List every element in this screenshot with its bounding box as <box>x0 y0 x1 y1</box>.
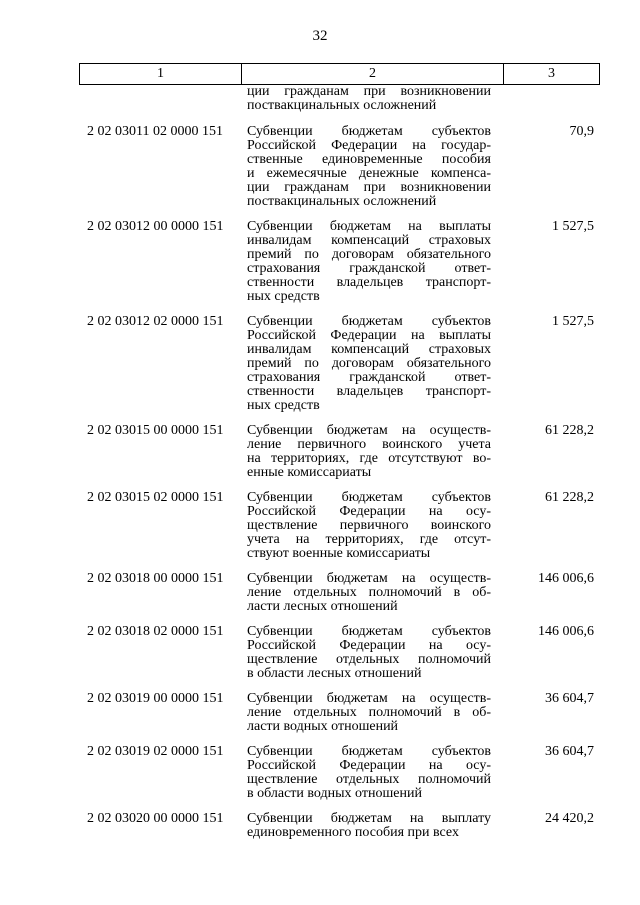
description-line: ществление первичного воинского <box>247 518 491 533</box>
description-line: Субвенции бюджетам субъектов <box>247 314 491 329</box>
budget-code <box>79 85 247 113</box>
page-number: 32 <box>312 28 328 44</box>
description-line: страхования гражданской ответ- <box>247 261 491 276</box>
description-line: ласти водных отношений <box>247 719 399 734</box>
description-line: инвалидам компенсаций страховых <box>247 342 491 357</box>
column-header-1: 1 <box>80 64 242 84</box>
amount: 146 006,6 <box>538 624 594 639</box>
table-body <box>79 85 600 851</box>
table-row <box>79 491 600 561</box>
amount: 146 006,6 <box>538 571 594 586</box>
amount: 1 527,5 <box>552 314 594 329</box>
table-row <box>79 424 600 480</box>
budget-code: 2 02 03018 02 0000 151 <box>87 624 224 639</box>
table-row <box>79 745 600 801</box>
amount: 61 228,2 <box>545 490 594 505</box>
table-row <box>79 125 600 209</box>
description-line: единовременного пособия при всех <box>247 825 459 840</box>
description-line: и ежемесячные денежные компенса- <box>247 166 491 181</box>
description-line: Российской Федерации на государ- <box>247 138 491 153</box>
amount: 24 420,2 <box>545 811 594 826</box>
description-line: Субвенции бюджетам на осуществ- <box>247 571 491 586</box>
description-line: ных средств <box>247 289 320 304</box>
description-line: поствакцинальных осложнений <box>247 194 437 209</box>
amount: 1 527,5 <box>552 219 594 234</box>
description-line: Субвенции бюджетам субъектов <box>247 490 491 505</box>
description <box>247 572 491 614</box>
description-line: в области водных отношений <box>247 786 422 801</box>
description-line: Субвенции бюджетам субъектов <box>247 124 491 139</box>
description-line: ление отдельных полномочий в об- <box>247 585 491 600</box>
description-line: ных средств <box>247 398 320 413</box>
description <box>247 491 491 561</box>
description-line: Российской Федерации на выплаты <box>247 328 491 343</box>
description-line: Субвенции бюджетам на выплату <box>247 811 491 826</box>
description-line: ление первичного воинского учета <box>247 437 491 452</box>
amount: 36 604,7 <box>545 744 594 759</box>
amount: 61 228,2 <box>545 423 594 438</box>
description-line: Российской Федерации на осу- <box>247 638 491 653</box>
budget-code: 2 02 03015 02 0000 151 <box>87 490 224 505</box>
description-line: страхования гражданской ответ- <box>247 370 491 385</box>
table-row <box>79 85 600 113</box>
description-line: Субвенции бюджетам на выплаты <box>247 219 491 234</box>
budget-code: 2 02 03015 00 0000 151 <box>87 423 224 438</box>
table-row <box>79 625 600 681</box>
description-line: премий по договорам обязательного <box>247 356 491 371</box>
description-line: в области лесных отношений <box>247 666 422 681</box>
description-line: енные комиссариаты <box>247 465 372 480</box>
table-row <box>79 315 600 413</box>
description-line: Субвенции бюджетам на осуществ- <box>247 423 491 438</box>
description-line: Субвенции бюджетам на осуществ- <box>247 691 491 706</box>
budget-code: 2 02 03020 00 0000 151 <box>87 811 224 826</box>
description-line: ствуют военные комиссариаты <box>247 546 431 561</box>
budget-code: 2 02 03019 02 0000 151 <box>87 744 224 759</box>
description-line: ление отдельных полномочий в об- <box>247 705 491 720</box>
description-line: ции гражданам при возникновении <box>247 84 491 99</box>
amount: 36 604,7 <box>545 691 594 706</box>
description-line: учета на территориях, где отсут- <box>247 532 491 547</box>
amount <box>491 85 600 113</box>
column-header-2: 2 <box>242 64 504 84</box>
description <box>247 85 491 113</box>
table-row <box>79 692 600 734</box>
table-row <box>79 812 600 840</box>
budget-code: 2 02 03019 00 0000 151 <box>87 691 224 706</box>
description-line: ственности владельцев транспорт- <box>247 384 491 399</box>
description <box>247 625 491 681</box>
description-line: Российской Федерации на осу- <box>247 758 491 773</box>
table-row <box>79 220 600 304</box>
description-line: ществление отдельных полномочий <box>247 652 491 667</box>
budget-code: 2 02 03012 02 0000 151 <box>87 314 224 329</box>
description-line: инвалидам компенсаций страховых <box>247 233 491 248</box>
table-header <box>79 63 600 85</box>
description <box>247 315 491 413</box>
budget-code: 2 02 03011 02 0000 151 <box>87 124 223 139</box>
description-line: поствакцинальных осложнений <box>247 98 437 113</box>
description-line: Субвенции бюджетам субъектов <box>247 624 491 639</box>
description-line: ции гражданам при возникновении <box>247 180 491 195</box>
description-line: Российской Федерации на осу- <box>247 504 491 519</box>
description <box>247 125 491 209</box>
description <box>247 424 491 480</box>
budget-code: 2 02 03012 00 0000 151 <box>87 219 224 234</box>
description <box>247 812 491 840</box>
description <box>247 692 491 734</box>
description <box>247 220 491 304</box>
column-header-3: 3 <box>548 66 555 81</box>
description-line: на территориях, где отсутствуют во- <box>247 451 491 466</box>
amount: 70,9 <box>569 124 594 139</box>
table-row <box>79 572 600 614</box>
description-line: премий по договорам обязательного <box>247 247 491 262</box>
budget-code: 2 02 03018 00 0000 151 <box>87 571 224 586</box>
description-line: ласти лесных отношений <box>247 599 398 614</box>
description-line: ществление отдельных полномочий <box>247 772 491 787</box>
description <box>247 745 491 801</box>
description-line: ственности владельцев транспорт- <box>247 275 491 290</box>
description-line: ственные единовременные пособия <box>247 152 491 167</box>
description-line: Субвенции бюджетам субъектов <box>247 744 491 759</box>
